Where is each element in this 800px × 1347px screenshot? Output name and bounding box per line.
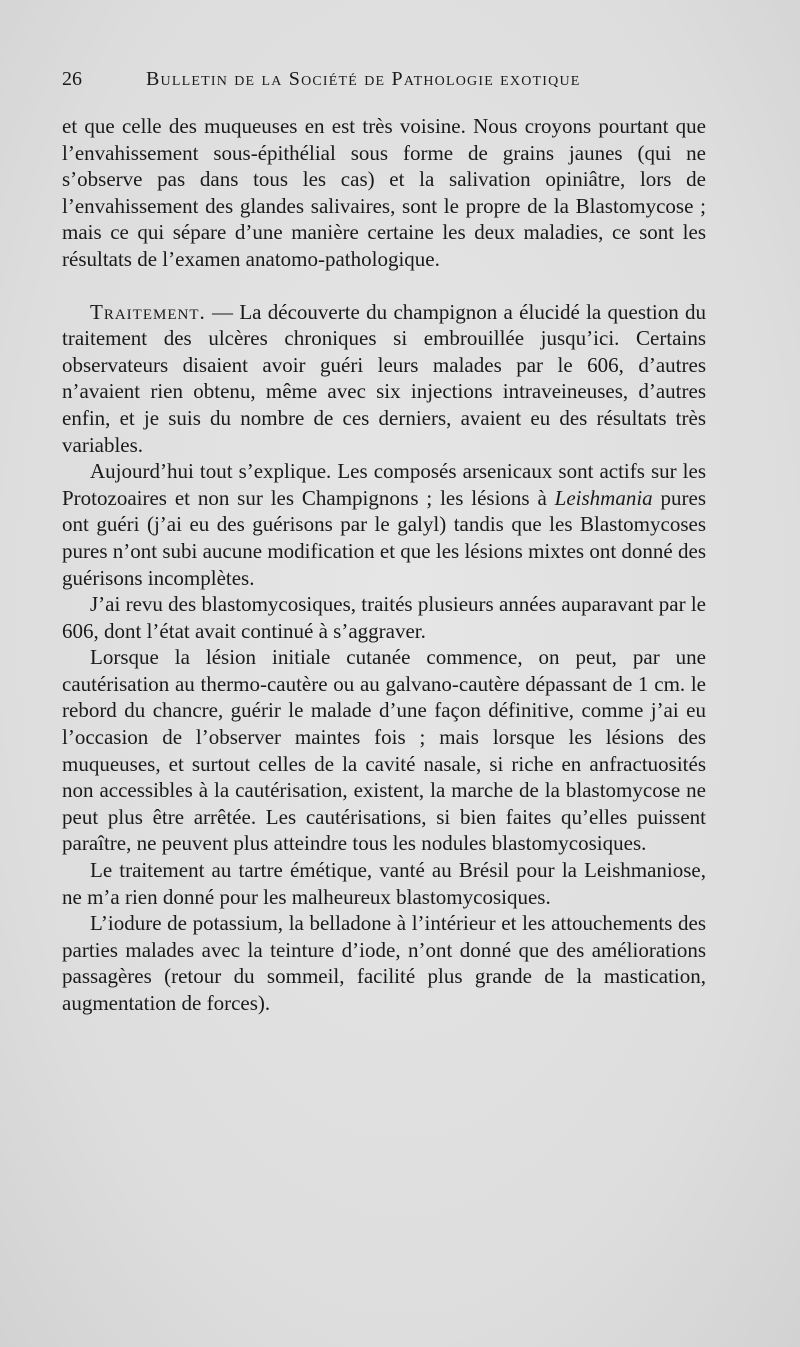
section-heading: Traitement. — [90, 299, 206, 324]
body-text — [62, 113, 706, 1017]
paragraph-explanation-part-b: pures ont guéri (j’ai eu des guérisons par le galyl) tandis que les Blastomycoses pures n’ont subi aucune modification et que les lésions mixtes ont donné des guérisons incomplètes. — [62, 485, 706, 590]
paragraph-cauterization: Lorsque la lésion initiale cutanée commence, on peut, par une cautérisation au thermo-cautère ou au galvano-cautère dépassant de 1 cm. le rebord du chancre, guérir le malade d’une façon définitive, comme j’ai eu l’occasion de l’observer maintes fois ; mais lorsque les lésions des muqueuses, et surtout celles de la cavité nasale, si riche en anfractuosités non accessibles à la cautérisation, existent, la marche de la blastomycose ne peut plus être arrêtée. Les cautérisations, si bien faites qu’elles puissent paraître, ne peuvent plus atteindre tous les nodules blastomycosiques. — [62, 645, 706, 856]
paragraph-iodide: L’iodure de potassium, la belladone à l’intérieur et les attouchements des parties malades avec la teinture d’iode, n’ont donné que des améliorations passagères (retour du sommeil, facilité plus grande de la mastication, augmentation de forces). — [62, 911, 706, 1015]
paragraph-continued: et que celle des muqueuses en est très voisine. Nous croyons pourtant que l’envahissement sous-épithélial sous forme de grains jaunes (qui ne s’observe pas dans tous les cas) et la salivation opiniâtre, lors de l’envahissement des glandes salivaires, sont le propre de la Blastomycose ; mais ce qui sépare d’une manière certaine les deux maladies, ce sont les résultats de l’examen anatomo-pathologique. — [62, 114, 706, 271]
paragraph-treatment-text: — La découverte du champignon a élucidé la question du traitement des ulcères chroniques si embrouillée jusqu’ici. Certains observateurs disaient avoir guéri leurs malades par le 606, d’autres n’avaient rien obtenu, même avec six injections intraveineuses, d’autres enfin, et je suis du nombre de ces derniers, avaient eu des résultats très variables. — [62, 299, 706, 457]
paragraph-explanation-part-a: Aujourd’hui tout s’explique. Les composés arsenicaux sont actifs sur les Protozoaires et non sur les Champignons ; les lésions à — [62, 459, 706, 510]
leishmania-italic: Leishmania — [554, 485, 653, 510]
running-header — [62, 68, 712, 98]
paragraph-explanation — [62, 458, 706, 591]
paragraph-tartar-emetic: Le traitement au tartre émétique, vanté au Brésil pour la Leishmaniose, ne m’a rien donné pour les malheureux blastomycosiques. — [62, 858, 706, 909]
running-title: Bulletin de la Société de Pathologie exotique — [146, 68, 581, 90]
page-number: 26 — [62, 68, 82, 90]
paragraph-treatment — [62, 299, 706, 459]
paragraph-revisit: J’ai revu des blastomycosiques, traités plusieurs années auparavant par le 606, dont l’état avait continué à s’aggraver. — [62, 592, 706, 643]
